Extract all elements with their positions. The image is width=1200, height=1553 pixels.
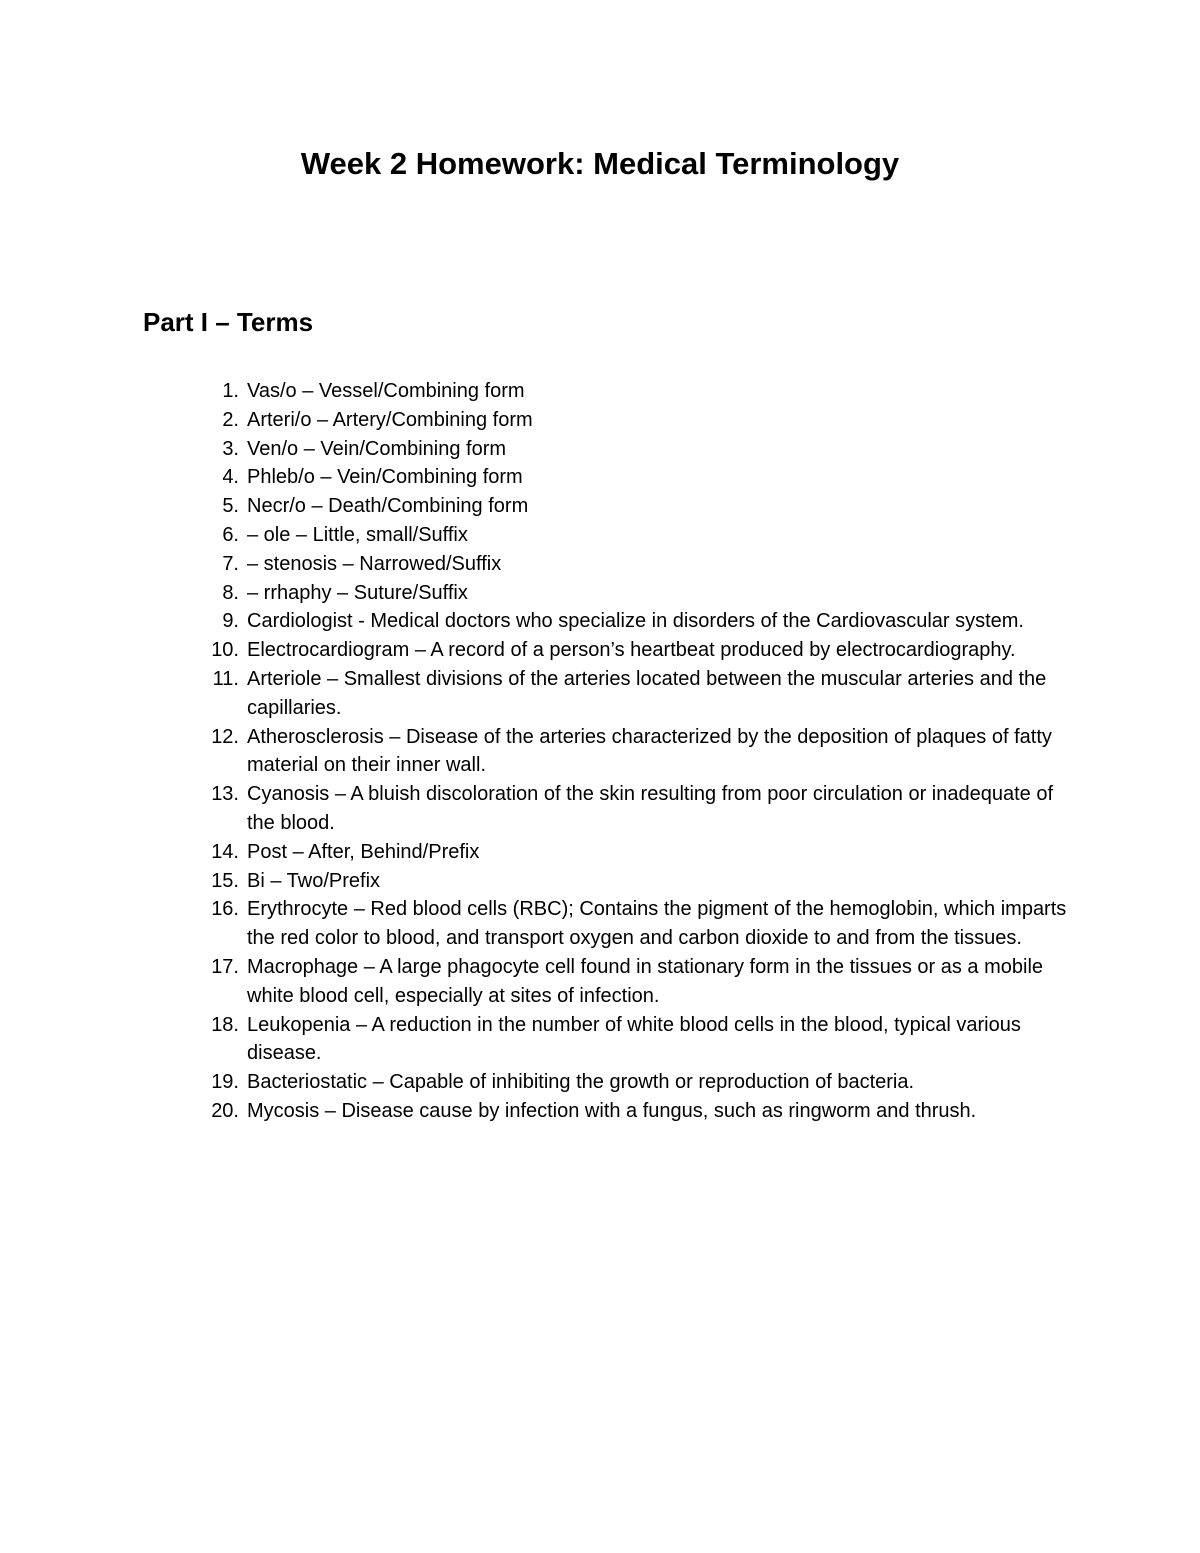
list-item-number: 10.: [211, 639, 239, 662]
section-heading: Part I – Terms: [143, 307, 314, 337]
list-item-text: Atherosclerosis – Disease of the arteries characterized by the deposition of plaques of fatty material on their inner wall.: [247, 725, 1052, 777]
list-item-number: 11.: [212, 667, 239, 690]
list-item-text: Post – After, Behind/Prefix: [247, 840, 480, 863]
list-item: [0, 1097, 1067, 1126]
list-item-text: – ole – Little, small/Suffix: [247, 523, 468, 546]
list-item: [0, 406, 1067, 435]
list-item-text: Necr/o – Death/Combining form: [247, 495, 529, 518]
list-item-number: 18.: [211, 1013, 239, 1036]
list-item-text: Phleb/o – Vein/Combining form: [247, 466, 523, 489]
list-item-number: 20.: [211, 1099, 239, 1122]
list-item-text: Cardiologist - Medical doctors who specialize in disorders of the Cardiovascular system.: [247, 610, 1024, 633]
list-item-text: – stenosis – Narrowed/Suffix: [247, 552, 502, 575]
list-item-number: 4.: [222, 466, 239, 489]
page-title: Week 2 Homework: Medical Terminology: [300, 146, 900, 181]
list-item: [0, 895, 1067, 953]
list-item-number: 3.: [222, 437, 239, 460]
list-item-number: 8.: [222, 581, 239, 604]
list-item-number: 14.: [211, 840, 239, 863]
list-item: [0, 953, 1067, 1011]
list-item-number: 6.: [222, 523, 239, 546]
list-item-text: Bi – Two/Prefix: [247, 869, 381, 892]
list-item: [0, 521, 1067, 550]
list-item-number: 17.: [211, 955, 239, 978]
list-item-text: Mycosis – Disease cause by infection with a fungus, such as ringworm and thrush.: [247, 1099, 977, 1122]
list-item: [0, 1011, 1067, 1069]
list-item: [0, 579, 1067, 608]
list-item: [0, 665, 1067, 723]
terms-list: [0, 377, 1200, 1126]
list-item-number: 12.: [211, 725, 239, 748]
list-item-text: – rrhaphy – Suture/Suffix: [247, 581, 468, 604]
list-item: [0, 838, 1067, 867]
list-item-text: Arteriole – Smallest divisions of the arteries located between the muscular arteries and the capillaries.: [247, 667, 1047, 719]
list-item-text: Ven/o – Vein/Combining form: [247, 437, 507, 460]
list-item-number: 2.: [222, 408, 239, 431]
list-item-number: 16.: [211, 898, 239, 921]
list-item: [0, 377, 1067, 406]
list-item-text: Cyanosis – A bluish discoloration of the skin resulting from poor circulation or inadequate of the blood.: [247, 783, 1054, 834]
list-item-text: Bacteriostatic – Capable of inhibiting the growth or reproduction of bacteria.: [247, 1071, 915, 1094]
list-item-text: Electrocardiogram – A record of a person’s heartbeat produced by electrocardiography.: [247, 639, 1016, 662]
list-item: [0, 1068, 1067, 1097]
list-item: [0, 463, 1067, 492]
list-item-text: Arteri/o – Artery/Combining form: [247, 408, 533, 431]
list-item-number: 5.: [222, 495, 239, 518]
list-item-number: 9.: [222, 610, 239, 633]
list-item-number: 19.: [211, 1071, 239, 1094]
list-item: [0, 636, 1067, 665]
list-item: [0, 780, 1067, 838]
list-item-text: Macrophage – A large phagocyte cell found in stationary form in the tissues or as a mobile white blood cell, especially at sites of infection.: [247, 955, 1044, 1007]
list-item: [0, 867, 1067, 896]
list-item-text: Erythrocyte – Red blood cells (RBC); Contains the pigment of the hemoglobin, which imparts the red color to blood, and transport oxygen and carbon dioxide to and from the tissues.: [247, 898, 1067, 950]
list-item-text: Vas/o – Vessel/Combining form: [247, 380, 525, 402]
list-item-number: 7.: [222, 552, 239, 575]
list-item: [0, 723, 1067, 781]
list-item: [0, 492, 1067, 521]
list-item: [0, 607, 1067, 636]
list-item: [0, 550, 1067, 579]
list-item-number: 1.: [222, 380, 239, 402]
list-item-text: Leukopenia – A reduction in the number of white blood cells in the blood, typical various disease.: [247, 1013, 1021, 1065]
list-item-number: 13.: [211, 783, 239, 806]
list-item: [0, 435, 1067, 464]
list-item-number: 15.: [211, 869, 239, 892]
